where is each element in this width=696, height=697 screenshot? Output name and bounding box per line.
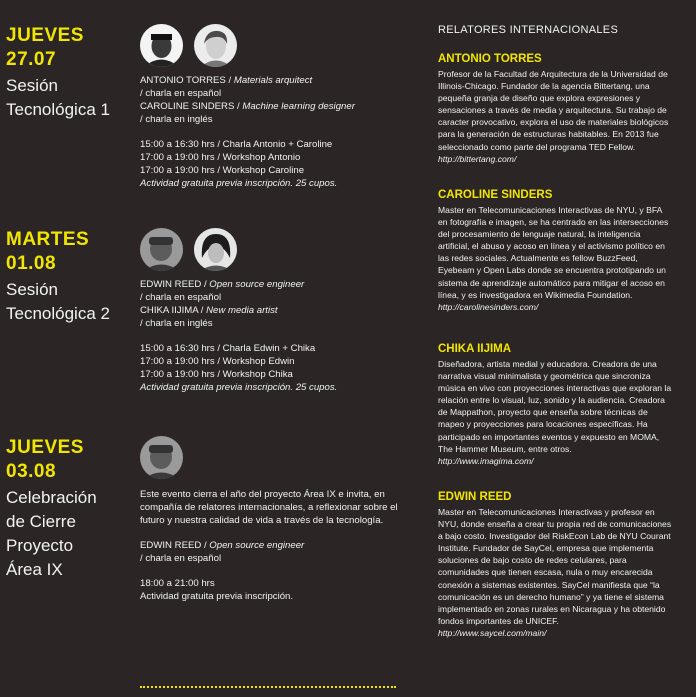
speaker-line: ANTONIO TORRES / Materials arquitect: [140, 75, 313, 86]
event-details: [140, 278, 410, 394]
event-date: 01.08: [6, 253, 57, 274]
event-date: 03.08: [6, 461, 57, 482]
speaker-avatars: [140, 24, 244, 68]
relator-antonio: [438, 52, 673, 165]
avatar: [194, 24, 237, 67]
speaker-lang: / charla en inglés: [140, 318, 213, 329]
avatar: [140, 24, 183, 67]
speaker-avatars: [140, 228, 244, 272]
relatores-column: [438, 24, 673, 638]
event-date-block: [6, 24, 136, 122]
schedule-item: 17:00 a 19:00 hrs / Workshop Caroline: [140, 165, 305, 176]
avatar: [140, 436, 183, 479]
relator-name: CHIKA IIJIMA: [438, 343, 512, 355]
relator-name: CAROLINE SINDERS: [438, 189, 553, 201]
schedule-item: 15:00 a 16:30 hrs / Charla Antonio + Caroline: [140, 139, 333, 150]
relator-link[interactable]: http://carolinesinders.com/: [438, 301, 539, 312]
dotted-divider: [140, 686, 396, 688]
relator-name: EDWIN REED: [438, 491, 512, 503]
relator-bio: Master en Telecomunicaciones Interactivas y profesor en NYU, donde enseña a crear tu propia red de comunicaciones a bajo costo. Investigador del RiskEcon Lab de NYU Courant Institute. Fundador de SayCel, empresa que implementa soluciones de bajo costo de redes celulares, para comunidades que tienen escasa, nula o muy encarecida conexión a sistemas existentes. SayCel manifiesta que “la comunicación es un derecho humano” y ya tiene el sistema implementado en zonas rurales en Nicaragua y ha obtenido fondos importantes de UNICEF.: [438, 507, 672, 626]
speaker-line: CHIKA IIJIMA / New media artist: [140, 305, 278, 316]
relator-link[interactable]: http://bittertang.com/: [438, 153, 517, 164]
event-intro: Este evento cierra el año del proyecto Área IX e invita, en compañía de relatores internacionales, a reflexionar sobre el futuro y nuestra calidad de vida a través de la tecnología.: [140, 489, 398, 526]
relator-bio: Diseñadora, artista medial y educadora. Creadora de una narrativa visual minimalista y geométrica que sincroniza música en vivo con proyecciones interactivas que exploran la relación entre lo visual, luz, sonido y la audiencia. Creadora de Mappathon, proyecto que enseña sobre técnicas de mapeo y proyecciones para locaciones específicas. Ha participado en importantes eventos y expuesto en MOMA, The Hammer Museum, entre otros.: [438, 359, 672, 454]
relator-chika: [438, 342, 673, 467]
relator-name: ANTONIO TORRES: [438, 53, 542, 65]
event-date-block: [6, 436, 136, 582]
event-date-block: [6, 228, 136, 326]
relator-link[interactable]: http://www.imagima.com/: [438, 455, 534, 466]
relatores-heading: RELATORES INTERNACIONALES: [438, 24, 619, 36]
schedule-item: 17:00 a 19:00 hrs / Workshop Antonio: [140, 152, 301, 163]
relator-caroline: [438, 188, 673, 313]
speaker-lang: / charla en inglés: [140, 114, 213, 125]
speaker-line: EDWIN REED / Open source engineer: [140, 279, 305, 290]
event-title: Celebración de Cierre Proyecto Área IX: [6, 488, 97, 579]
speaker-line: EDWIN REED / Open source engineer: [140, 540, 305, 551]
event-day: MARTES: [6, 229, 90, 250]
event-day: JUEVES: [6, 437, 84, 458]
speaker-avatars: [140, 436, 190, 480]
speaker-lang: / charla en español: [140, 553, 222, 564]
avatar: [140, 228, 183, 271]
event-note: Actividad gratuita previa inscripción. 25 cupos.: [140, 382, 338, 393]
event-details: [140, 74, 410, 190]
schedule-item: 18:00 a 21:00 hrs: [140, 578, 215, 589]
avatar: [194, 228, 237, 271]
event-day: JUEVES: [6, 25, 84, 46]
relator-bio: Profesor de la Facultad de Arquitectura de la Universidad de Illinois-Chicago. Fundador de la agencia Bittertang, una pequeña granja de diseño que explora expresiones y sensaciones a través de media y arquitectura. Su trabajo de caracter provocativo, explora el uso de materiales biológicos para la generación de estructuras habitables. En 2013 fue seleccionado como parte del programa TED Fellow.: [438, 69, 669, 152]
relator-bio: Master en Telecomunicaciones Interactivas de NYU, y BFA en fotografía e imagen, se ha centrado en las intersecciones del procesamiento de lenguaje natural, la inteligencia artificial, el abuso y acoso en línea y el activismo político en las redes sociales. Actualmente es fellow BuzzFeed, Eyebeam y Open Labs donde se encuentra prototipando un sistema de aprendizaje automático para mitigar el acoso en línea, y es investigadora en Wikimedia Foundation.: [438, 205, 669, 300]
schedule-item: 17:00 a 19:00 hrs / Workshop Chika: [140, 369, 293, 380]
schedule-item: 17:00 a 19:00 hrs / Workshop Edwin: [140, 356, 295, 367]
speaker-lang: / charla en español: [140, 292, 222, 303]
event-note: Actividad gratuita previa inscripción. 25 cupos.: [140, 178, 338, 189]
event-note: Actividad gratuita previa inscripción.: [140, 591, 294, 602]
event-details: [140, 488, 410, 603]
speaker-line: CAROLINE SINDERS / Machine learning designer: [140, 101, 355, 112]
relator-edwin: [438, 490, 673, 639]
event-date: 27.07: [6, 49, 57, 70]
speaker-lang: / charla en español: [140, 88, 222, 99]
relator-link[interactable]: http://www.saycel.com/main/: [438, 627, 547, 638]
schedule-item: 15:00 a 16:30 hrs / Charla Edwin + Chika: [140, 343, 316, 354]
event-title: Sesión Tecnológica 2: [6, 280, 110, 323]
event-title: Sesión Tecnológica 1: [6, 76, 110, 119]
